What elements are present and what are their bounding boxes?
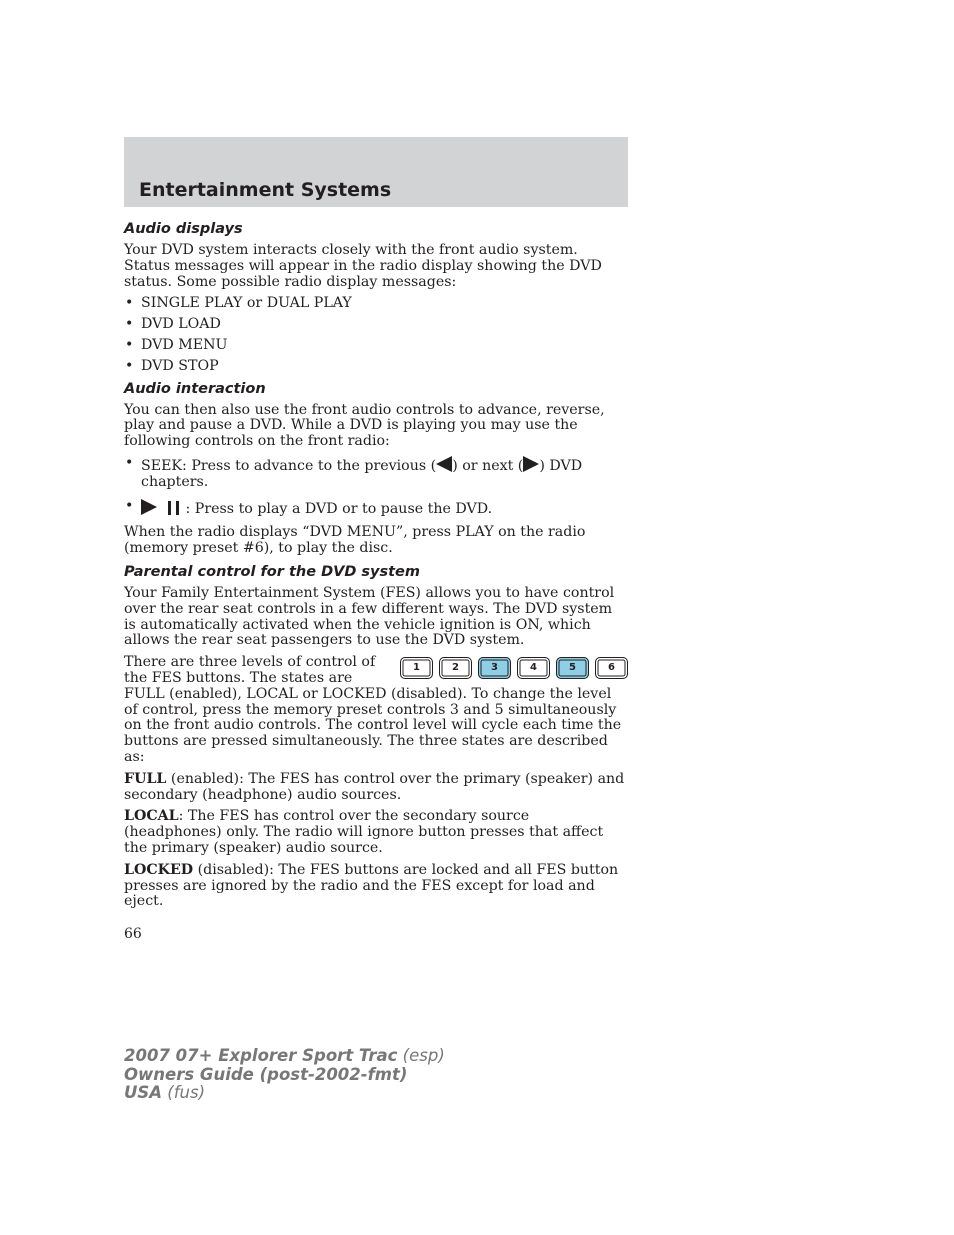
list-item: • DVD LOAD <box>125 316 221 333</box>
page-number: 66 <box>124 926 142 942</box>
document-footer <box>124 1047 445 1103</box>
footer-line-2: Owners Guide (post-2002-fmt) <box>124 1064 408 1084</box>
list-item: • DVD STOP <box>125 357 219 374</box>
list-item: • SINGLE PLAY or DUAL PLAY <box>125 295 352 312</box>
state-locked: LOCKED (disabled): The FES buttons are locked and all FES button presses are ignored by the radio and the FES except for load and eject. <box>124 861 619 910</box>
memory-preset-buttons <box>400 657 628 679</box>
state-full: FULL (enabled): The FES has control over the primary (speaker) and secondary (headphone) audio sources. <box>124 770 625 803</box>
audio-interaction-intro: You can then also use the front audio controls to advance, reverse, play and pause a DVD. While a DVD is playing you may use the following controls on the front radio: <box>124 401 605 450</box>
play-icon <box>141 499 157 515</box>
state-local-term: LOCAL <box>124 808 179 825</box>
display-messages-list <box>124 296 628 374</box>
parental-control-p2: There are three levels of control of the FES buttons. The states are FULL (enabled), LOCAL or LOCKED (disabled). To change the level of control, press the memory preset controls 3 and 5 simultaneously on the front audio controls. The control level will cycle each time the buttons are pressed simultaneously. The three states are described as: <box>124 654 622 765</box>
state-locked-term: LOCKED <box>124 861 194 878</box>
preset-button-2: 2 <box>439 657 472 679</box>
section-header-band <box>124 137 628 207</box>
state-full-term: FULL <box>124 770 167 787</box>
state-local: LOCAL: The FES has control over the secondary source (headphones) only. The radio will ignore button presses that affect the primary (speaker) audio source. <box>124 808 604 856</box>
list-item-play-pause: • : Press to play a DVD or to pause the DVD. <box>125 497 493 517</box>
page-content <box>124 220 628 916</box>
parental-control-p1: Your Family Entertainment System (FES) allows you to have control over the rear seat controls in a few different ways. The DVD system is automatically activated when the vehicle ignition is ON, which allows the rear seat passengers to use the DVD system. <box>124 584 615 649</box>
audio-displays-intro: Your DVD system interacts closely with the front audio system. Status messages will appear in the radio display showing the DVD status. Some possible radio display messages: <box>124 242 602 290</box>
preset-button-5: 5 <box>556 657 589 679</box>
footer-line-1: 2007 07+ Explorer Sport Trac (esp) <box>124 1046 445 1065</box>
parental-control-heading: Parental control for the DVD system <box>124 563 421 580</box>
next-triangle-icon <box>523 456 539 472</box>
audio-interaction-heading: Audio interaction <box>124 380 266 397</box>
list-item: • DVD MENU <box>125 336 228 353</box>
preset-button-1: 1 <box>400 657 433 679</box>
preset-button-4: 4 <box>517 657 550 679</box>
audio-displays-heading: Audio displays <box>124 221 243 237</box>
list-item-seek: • SEEK: Press to advance to the previous ( ) or next ( ) DVD chapters. <box>125 454 583 490</box>
dvd-menu-note: When the radio displays “DVD MENU”, press PLAY on the radio (memory preset #6), to play the disc. <box>124 524 586 557</box>
pause-icon <box>167 501 181 515</box>
preset-button-6: 6 <box>595 657 628 679</box>
front-controls-list <box>124 456 628 517</box>
preset-button-3: 3 <box>478 657 511 679</box>
previous-triangle-icon <box>436 456 452 472</box>
section-title: Entertainment Systems <box>139 179 392 201</box>
footer-line-3: USA (fus) <box>124 1083 206 1102</box>
